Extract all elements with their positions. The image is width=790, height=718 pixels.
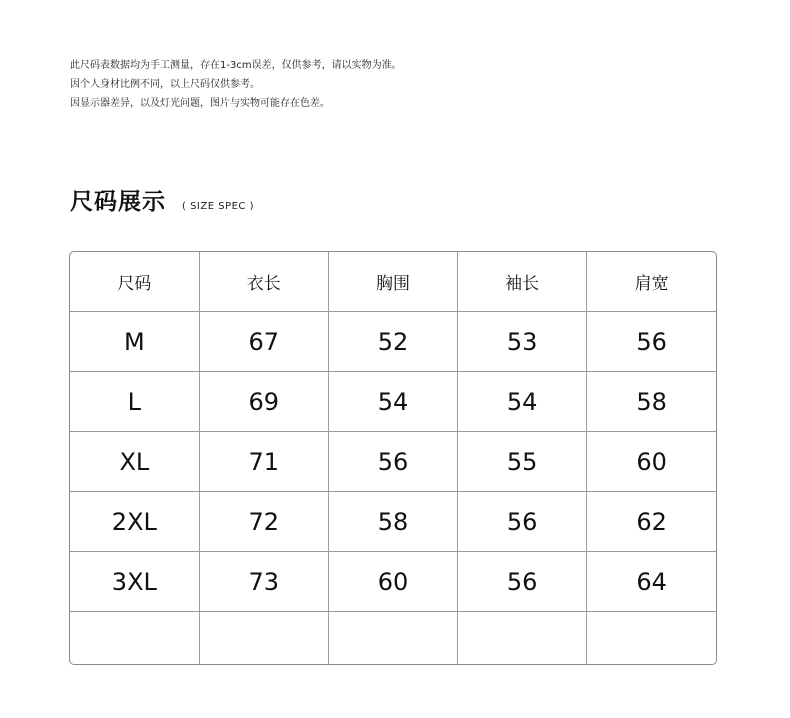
header-cell-length: 衣长: [199, 252, 328, 312]
table-row: [70, 372, 716, 432]
header-cell-size: 尺码: [70, 252, 199, 312]
table-cell: 58: [587, 372, 716, 432]
table-cell: M: [70, 312, 199, 372]
page-title: 尺码展示: [70, 189, 166, 215]
table-cell: 3XL: [70, 552, 199, 612]
table-cell: 72: [199, 492, 328, 552]
table-cell: [328, 612, 457, 666]
table-cell: [199, 612, 328, 666]
note-line: 因个人身材比例不同，以上尺码仅供参考。: [70, 79, 260, 90]
table-row: [70, 492, 716, 552]
table-cell: L: [70, 372, 199, 432]
table-cell: [587, 612, 716, 666]
table-cell: 60: [328, 552, 457, 612]
table-cell: 2XL: [70, 492, 199, 552]
table-cell: 56: [458, 492, 587, 552]
table-cell: 56: [587, 312, 716, 372]
table-cell: 56: [458, 552, 587, 612]
notes-block: [70, 56, 402, 113]
header-cell-chest: 胸围: [328, 252, 457, 312]
table-cell: [70, 612, 199, 666]
table-cell: 73: [199, 552, 328, 612]
table-cell: 62: [587, 492, 716, 552]
header-cell-sleeve: 袖长: [458, 252, 587, 312]
table-cell: XL: [70, 432, 199, 492]
table-cell: 58: [328, 492, 457, 552]
header-cell-shoulder: 肩宽: [587, 252, 716, 312]
table-cell: 71: [199, 432, 328, 492]
page-subtitle: ( SIZE SPEC ): [182, 201, 254, 212]
note-line: 因显示器差异，以及灯光问题，图片与实物可能存在色差。: [70, 98, 330, 109]
table-cell: [458, 612, 587, 666]
table-header-row: [70, 252, 716, 312]
table-row: [70, 312, 716, 372]
table-row: [70, 432, 716, 492]
table-cell: 55: [458, 432, 587, 492]
table-cell: 60: [587, 432, 716, 492]
title-row: [70, 183, 254, 216]
table-cell: 69: [199, 372, 328, 432]
table-row-empty: [70, 612, 716, 666]
size-table: [70, 252, 716, 665]
size-table-container: [69, 251, 717, 665]
table-cell: 54: [458, 372, 587, 432]
table-row: [70, 552, 716, 612]
table-cell: 54: [328, 372, 457, 432]
table-cell: 56: [328, 432, 457, 492]
table-cell: 52: [328, 312, 457, 372]
table-cell: 64: [587, 552, 716, 612]
table-cell: 67: [199, 312, 328, 372]
note-line: 此尺码表数据均为手工测量，存在1-3cm误差，仅供参考，请以实物为准。: [70, 60, 402, 71]
table-cell: 53: [458, 312, 587, 372]
